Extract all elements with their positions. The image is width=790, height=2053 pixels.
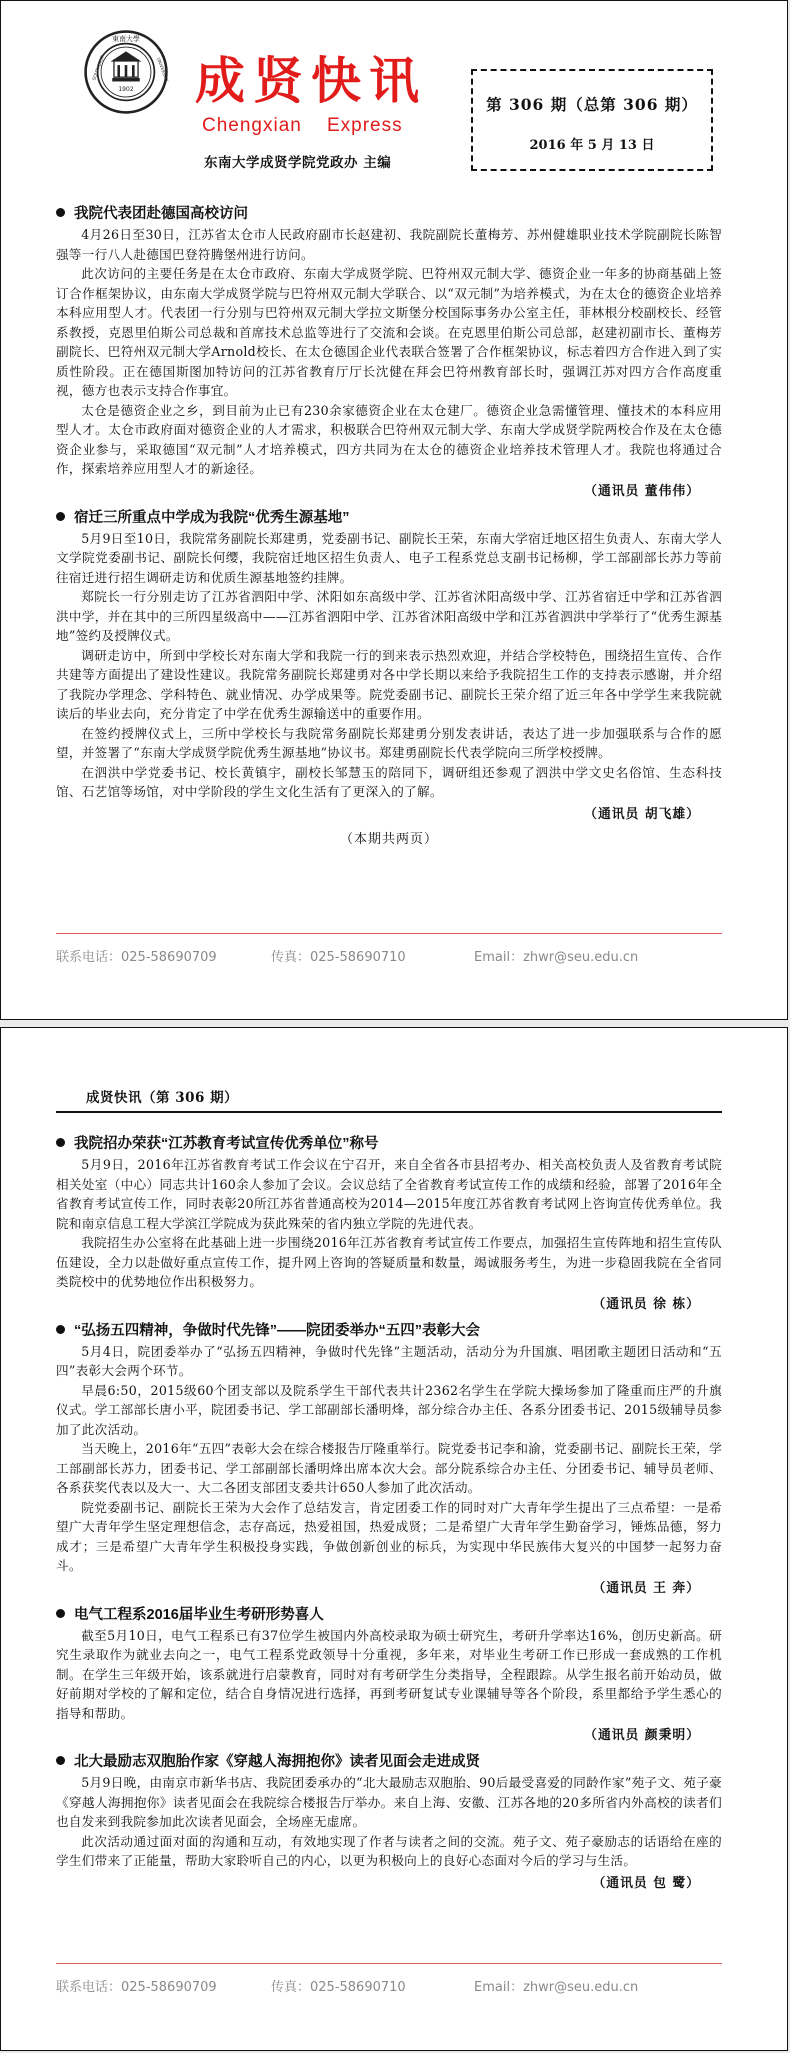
bullet-icon bbox=[56, 1756, 65, 1765]
article-paragraph: 截至5月10日，电气工程系已有37位学生被国内外高校录取为硕士研究生，考研升学率达16%，创历史新高。研究生录取作为就业去向之一，电气工程系党政领导十分重视，多年来，对毕业生考研工作已形成一套成熟的工作机制。在学生三年级开始，该系就进行启蒙教育，同时对有考研学生分类指导，全程跟踪。从学生报名前开始动员，做好前期对学校的了解和定位，结合自身情况进行选择，再到考研复试专业课辅导等各个阶段，系里都给予学生悉心的指导和帮助。 bbox=[56, 1627, 722, 1721]
article bbox=[56, 1752, 722, 1895]
article-title: 我院招办荣获“江苏教育考试宣传优秀单位”称号 bbox=[56, 1134, 722, 1154]
article bbox=[56, 204, 722, 503]
footer-divider bbox=[56, 933, 722, 934]
article-paragraph: 此次活动通过面对面的沟通和互动，有效地实现了作者与读者之间的交流。苑子文、苑子豪励志的话语给在座的学生们带来了正能量，帮助大家聆听自己的内心，以更为积极向上的良好心态面对今后的学习与生活。 bbox=[56, 1833, 722, 1868]
article-title: 电气工程系2016届毕业生考研形势喜人 bbox=[56, 1605, 722, 1625]
article-paragraph: 5月9日晚，由南京市新华书店、我院团委承办的“北大最励志双胞胎、90后最受喜爱的同龄作家”苑子文、苑子豪《穿越人海拥抱你》读者见面会在我院综合楼报告厅举办。来自上海、安徽、江苏各地的20多所省内外高校的读者们也自发来到我院参加此次读者见面会，全场座无虚席。 bbox=[56, 1775, 722, 1829]
newsletter-title: 成贤快讯 bbox=[195, 51, 427, 110]
article-paragraph: 在签约授牌仪式上，三所中学校长与我院常务副院长郑建勇分别发表讲话，表达了进一步加强联系与合作的愿望，并签署了“东南大学成贤学院优秀生源基地”协议书。郑建勇副院长代表学院向三所学校授牌。 bbox=[56, 725, 722, 760]
issue-info-box bbox=[471, 69, 713, 171]
article-paragraph: 早晨6:50，2015级60个团支部以及院系学生干部代表共计2362名学生在学院大操场参加了隆重而庄严的升旗仪式。学工部部长唐小平，院团委书记、学工部副部长潘明烽，部分综合办主任、各系分团委书记、2015级辅导员参加了此次活动。 bbox=[56, 1382, 722, 1437]
footer-email: Email：zhwr@seu.edu.cn bbox=[474, 1980, 639, 1995]
footer-fax: 传真：025-58690710 bbox=[271, 950, 406, 965]
bullet-icon bbox=[56, 1325, 65, 1334]
article-byline: （通讯员 颜秉明） bbox=[584, 1728, 700, 1743]
article-paragraph: 在泗洪中学党委书记、校长黄镇宇，副校长邹慧玉的陪同下，调研组还参观了泗洪中学文史名俗馆、生态科技馆、石艺馆等场馆，对中学阶段的学生文化生活有了更深入的了解。 bbox=[56, 764, 722, 799]
article-paragraph: 院党委副书记、副院长王荣为大会作了总结发言，肯定团委工作的同时对广大青年学生提出了三点希望：一是希望广大青年学生坚定理想信念，志存高远，热爱祖国，热爱成贤；二是希望广大青年学生勤奋学习，锤炼品德，努力成才；三是希望广大青年学生积极投身实践，争做创新创业的标兵，为实现中华民族伟大复兴的中国梦一起努力奋斗。 bbox=[56, 1499, 722, 1573]
footer-phone: 联系电话：025-58690709 bbox=[56, 950, 217, 965]
svg-text:東南大學: 東南大學 bbox=[112, 35, 140, 44]
svg-text:1902: 1902 bbox=[118, 85, 134, 93]
article bbox=[56, 1321, 722, 1600]
bullet-icon bbox=[56, 1138, 65, 1147]
article-byline: （通讯员 徐 栋） bbox=[592, 1296, 700, 1312]
page-two-content bbox=[56, 1129, 722, 1899]
article-byline: （通讯员 包 鹭） bbox=[592, 1875, 700, 1891]
article-byline: （通讯员 胡飞雄） bbox=[584, 806, 700, 822]
article-paragraph: 此次访问的主要任务是在太仓市政府、东南大学成贤学院、巴符州双元制大学、德资企业一年多的协商基础上签订合作框架协议，由东南大学成贤学院与巴符州双元制大学联合、以“双元制”为培养模式，为在太仓的德资企业培养本科应用型人才。代表团一行分别与巴符州双元制大学拉文斯堡分校国际事务办公室主任，菲林根分校副校长、经管系教授，克恩里伯斯公司总裁和首席技术总监等进行了交流和会谈。在克恩里伯斯公司总部，赵建初副市长、董梅芳副院长、巴符州双元制大学Arnold校长、在太仓德国企业代表联合签署了合作框架协议，标志着四方合作进入到了实质性阶段。正在德国斯图加特访问的江苏省教育厅厅长沈健在拜会巴符州教育部长时，强调江苏对四方合作高度重视，德方也表示支持合作事宜。 bbox=[56, 266, 722, 398]
article bbox=[56, 1134, 722, 1316]
article-byline: （通讯员 王 奔） bbox=[592, 1580, 700, 1596]
running-header: 成贤快讯（第 306 期） bbox=[86, 1090, 239, 1106]
article-paragraph: 4月26日至30日，江苏省太仓市人民政府副市长赵建初、我院副院长董梅芳、苏州健雄职业技术学院副院长陈智强等一行八人赴德国巴登符腾堡州进行访问。 bbox=[56, 227, 722, 262]
article bbox=[56, 1605, 722, 1748]
bullet-icon bbox=[56, 512, 65, 521]
article-paragraph: 我院招生办公室将在此基础上进一步围绕2016年江苏省教育考试宣传工作要点，加强招生宣传阵地和招生宣传队伍建设，全力以赴做好重点宣传工作，提升网上咨询的答疑质量和数量，竭诚服务考生，为进一步稳固我院在全省同类院校中的优势地位作出积极努力。 bbox=[56, 1235, 722, 1289]
article-paragraph: 当天晚上，2016年“五四”表彰大会在综合楼报告厅隆重举行。院党委书记李和渝，党委副书记、副院长王荣，学工部副部长苏力，团委书记、学工部副部长潘明烽出席本次大会。部分院系综合办主任、分团委书记、辅导员老师、各系获奖代表以及大一、大二各团支部团支委共计650人参加了此次活动。 bbox=[56, 1441, 722, 1495]
bullet-icon bbox=[56, 1609, 65, 1618]
footer-fax: 传真：025-58690710 bbox=[271, 1980, 406, 1995]
page-count-note: （本期共两页） bbox=[339, 831, 438, 847]
article-paragraph: 5月9日至10日，我院常务副院长郑建勇，党委副书记、副院长王荣，东南大学宿迁地区招生负责人、东南大学人文学院党委副书记、副院长何缨，我院宿迁地区招生负责人、电子工程系党总支副书记杨柳，学工部副部长苏力等前往宿迁进行招生调研走访和优质生源基地签约挂牌。 bbox=[56, 530, 722, 585]
article-title: 我院代表团赴德国高校访问 bbox=[56, 204, 722, 224]
university-seal-logo bbox=[83, 29, 169, 115]
issue-date: 2016 年 5 月 13 日 bbox=[529, 138, 655, 153]
svg-text:SOUTHEAST: SOUTHEAST bbox=[92, 55, 106, 82]
page-one-content bbox=[56, 199, 722, 850]
article-title: “弘扬五四精神，争做时代先锋”——院团委举办“五四”表彰大会 bbox=[56, 1321, 722, 1341]
page-one bbox=[0, 0, 788, 1020]
article-paragraph: 郑院长一行分别走访了江苏省泗阳中学、沭阳如东高级中学、江苏省沭阳高级中学、江苏省宿迁中学和江苏省泗洪中学，并在其中的三所四星级高中——江苏省泗阳中学、江苏省沭阳高级中学和江苏省泗洪中学举行了“优秀生源基地”签约及授牌仪式。 bbox=[56, 589, 722, 643]
article-paragraph: 5月9日，2016年江苏省教育考试工作会议在宁召开，来自全省各市县招考办、相关高校负责人及省教育考试院相关处室（中心）同志共计160余人参加了会议。会议总结了全省教育考试宣传工作的成绩和经验，部署了2016年全省教育考试宣传工作，同时表彰20所江苏省普通高校为2014—2015年度江苏省教育考试网上咨询宣传优秀单位。我院和南京信息工程大学滨江学院成为获此殊荣的省内独立学院的先进代表。 bbox=[56, 1157, 722, 1231]
svg-text:UNIVERSITY: UNIVERSITY bbox=[155, 57, 169, 83]
article-paragraph: 调研走访中，所到中学校长对东南大学和我院一行的到来表示热烈欢迎，并结合学校特色，围绕招生宣传、合作共建等方面提出了建设性建议。我院常务副院长郑建勇对各中学长期以来给予我院招生工作的支持表示感谢，并介绍了我院办学理念、学科特色、就业情况、办学成果等。院党委副书记、副院长王荣介绍了近三年各中学学生来我院就读后的毕业去向，充分肯定了中学在优秀生源输送中的重要作用。 bbox=[56, 647, 722, 721]
page-two bbox=[0, 1027, 788, 2051]
issue-number: 第 306 期（总第 306 期） bbox=[486, 95, 698, 114]
footer-divider bbox=[56, 1963, 722, 1964]
article bbox=[56, 508, 722, 826]
article-title: 宿迁三所重点中学成为我院“优秀生源基地” bbox=[56, 508, 722, 528]
article-byline: （通讯员 董伟伟） bbox=[584, 483, 700, 499]
header-divider bbox=[56, 1111, 722, 1113]
footer-email: Email：zhwr@seu.edu.cn bbox=[474, 950, 639, 965]
article-paragraph: 5月4日，院团委举办了“弘扬五四精神，争做时代先锋”主题活动，活动分为升国旗、唱团歌主题团日活动和“五四”表彰大会两个环节。 bbox=[56, 1343, 722, 1378]
article-paragraph: 太仓是德资企业之乡，到目前为止已有230余家德资企业在太仓建厂。德资企业急需懂管理、懂技术的本科应用型人才。太仓市政府面对德资企业的人才需求，积极联合巴符州双元制大学、东南大学成贤学院两校合作及在太仓德资企业参与，采取德国“双元制”人才培养模式，四方共同为在太仓的德资企业培养技术管理人才。我院也将通过合作，探索培养应用型人才的新途径。 bbox=[56, 402, 722, 476]
footer-phone: 联系电话：025-58690709 bbox=[56, 1980, 217, 1995]
editor-credit: 东南大学成贤学院党政办 主编 bbox=[204, 155, 392, 171]
newsletter-subtitle: Chengxian Express bbox=[202, 115, 403, 136]
article-title: 北大最励志双胞胎作家《穿越人海拥抱你》读者见面会走进成贤 bbox=[56, 1752, 722, 1772]
bullet-icon bbox=[56, 208, 65, 217]
